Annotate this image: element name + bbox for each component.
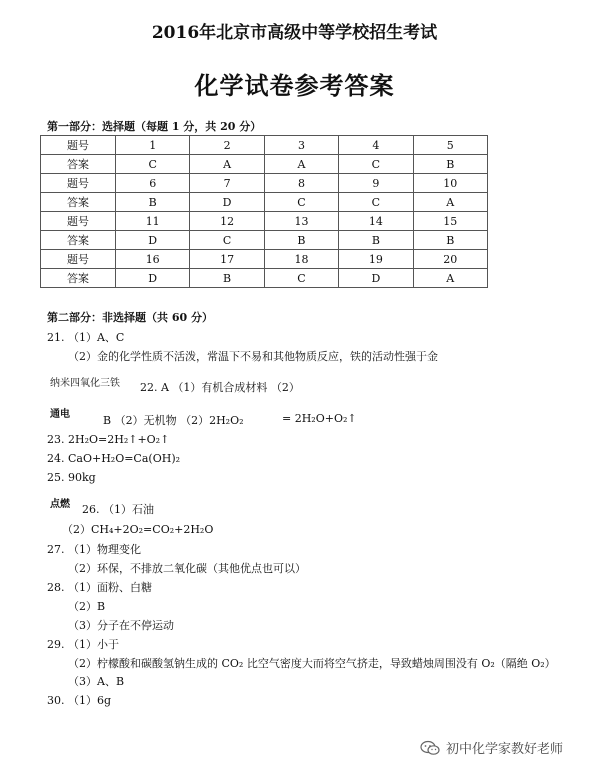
answer-cell: A xyxy=(413,269,487,288)
answer-28-1: 28. （1）面粉、白糖 xyxy=(47,581,152,594)
answer-table xyxy=(40,135,488,288)
answer-29-2: （2）柠檬酸和碳酸氢钠生成的 CO₂ 比空气密度大而将空气挤走，导致蜡烛周围没有 O₂（隔绝 O₂） xyxy=(68,657,556,670)
answer-cell: B xyxy=(264,231,338,250)
question-number-cell: 5 xyxy=(413,136,487,155)
question-number-cell: 6 xyxy=(116,174,190,193)
exam-title: 2016年北京市高级中等学校招生考试 xyxy=(151,23,438,43)
answer-row xyxy=(41,231,488,250)
part1-heading: 第一部分：选择题（每题 1 分，共 20 分） xyxy=(47,120,262,133)
answer-cell: D xyxy=(116,231,190,250)
note-dianran: 点燃 xyxy=(50,499,70,510)
question-number-cell: 10 xyxy=(413,174,487,193)
question-number-label: 题号 xyxy=(41,174,116,193)
answer-label: 答案 xyxy=(41,155,116,174)
answer-25: 25. 90kg xyxy=(47,471,96,484)
answer-30-1: 30. （1）6g xyxy=(47,694,112,707)
answer-label: 答案 xyxy=(41,193,116,212)
answer-cell: B xyxy=(413,231,487,250)
answer-cell: C xyxy=(339,193,413,212)
answer-28-3: （3）分子在不停运动 xyxy=(68,619,174,632)
question-row xyxy=(41,250,488,269)
answer-label: 答案 xyxy=(41,231,116,250)
question-number-cell: 11 xyxy=(116,212,190,231)
document-title: 化学试卷参考答案 xyxy=(194,71,395,100)
answer-row xyxy=(41,269,488,288)
answer-cell: C xyxy=(264,193,338,212)
answer-26-2: （2）CH₄+2O₂=CO₂+2H₂O xyxy=(62,523,214,536)
answer-cell: A xyxy=(413,193,487,212)
watermark-text: 初中化学家教好老师 xyxy=(446,742,564,757)
answer-cell: B xyxy=(339,231,413,250)
note-tongdian: 通电 xyxy=(50,409,70,420)
answer-22-b: B （2）无机物 （2）2H₂O₂ xyxy=(103,414,244,427)
question-number-cell: 4 xyxy=(339,136,413,155)
answer-23: 23. 2H₂O=2H₂↑+O₂↑ xyxy=(47,433,170,446)
answer-27-2: （2）环保，不排放二氧化碳（其他优点也可以） xyxy=(68,562,306,575)
answer-cell: D xyxy=(190,193,264,212)
question-number-cell: 2 xyxy=(190,136,264,155)
question-number-label: 题号 xyxy=(41,212,116,231)
answer-cell: D xyxy=(339,269,413,288)
answer-26-1: 26. （1）石油 xyxy=(82,503,154,516)
answer-cell: C xyxy=(339,155,413,174)
question-number-cell: 15 xyxy=(413,212,487,231)
answer-29-1: 29. （1）小于 xyxy=(47,638,119,651)
answer-27-1: 27. （1）物理变化 xyxy=(47,543,141,556)
question-number-cell: 12 xyxy=(190,212,264,231)
answer-cell: A xyxy=(264,155,338,174)
answer-22-b-tail: = 2H₂O+O₂↑ xyxy=(282,412,357,425)
answer-cell: C xyxy=(116,155,190,174)
question-number-cell: 1 xyxy=(116,136,190,155)
wechat-icon xyxy=(420,740,440,756)
answer-cell: C xyxy=(190,231,264,250)
question-number-cell: 20 xyxy=(413,250,487,269)
answer-21-1: 21. （1）A、C xyxy=(47,331,125,344)
answer-24: 24. CaO+H₂O=Ca(OH)₂ xyxy=(47,452,181,465)
answer-29-3: （3）A、B xyxy=(68,675,125,688)
answer-22: 22. A （1）有机合成材料 （2） xyxy=(140,381,300,394)
question-number-cell: 18 xyxy=(264,250,338,269)
answer-label: 答案 xyxy=(41,269,116,288)
answer-row xyxy=(41,155,488,174)
answer-21-2: （2）金的化学性质不活泼，常温下不易和其他物质反应，铁的活动性强于金 xyxy=(68,350,438,363)
question-number-cell: 16 xyxy=(116,250,190,269)
answer-cell: D xyxy=(116,269,190,288)
part2-heading: 第二部分：非选择题（共 60 分） xyxy=(47,311,213,324)
question-number-cell: 13 xyxy=(264,212,338,231)
watermark xyxy=(420,738,563,757)
answer-cell: B xyxy=(116,193,190,212)
note-nano-fe3o4: 纳米四氧化三铁 xyxy=(50,378,120,389)
question-number-cell: 14 xyxy=(339,212,413,231)
answer-row xyxy=(41,193,488,212)
question-number-cell: 8 xyxy=(264,174,338,193)
question-number-cell: 17 xyxy=(190,250,264,269)
answer-28-2: （2）B xyxy=(68,600,106,613)
question-number-cell: 3 xyxy=(264,136,338,155)
question-row xyxy=(41,174,488,193)
question-number-label: 题号 xyxy=(41,250,116,269)
question-row xyxy=(41,212,488,231)
answer-cell: C xyxy=(264,269,338,288)
question-row xyxy=(41,136,488,155)
question-number-cell: 9 xyxy=(339,174,413,193)
answer-cell: A xyxy=(190,155,264,174)
question-number-label: 题号 xyxy=(41,136,116,155)
question-number-cell: 19 xyxy=(339,250,413,269)
question-number-cell: 7 xyxy=(190,174,264,193)
answer-cell: B xyxy=(413,155,487,174)
answer-cell: B xyxy=(190,269,264,288)
